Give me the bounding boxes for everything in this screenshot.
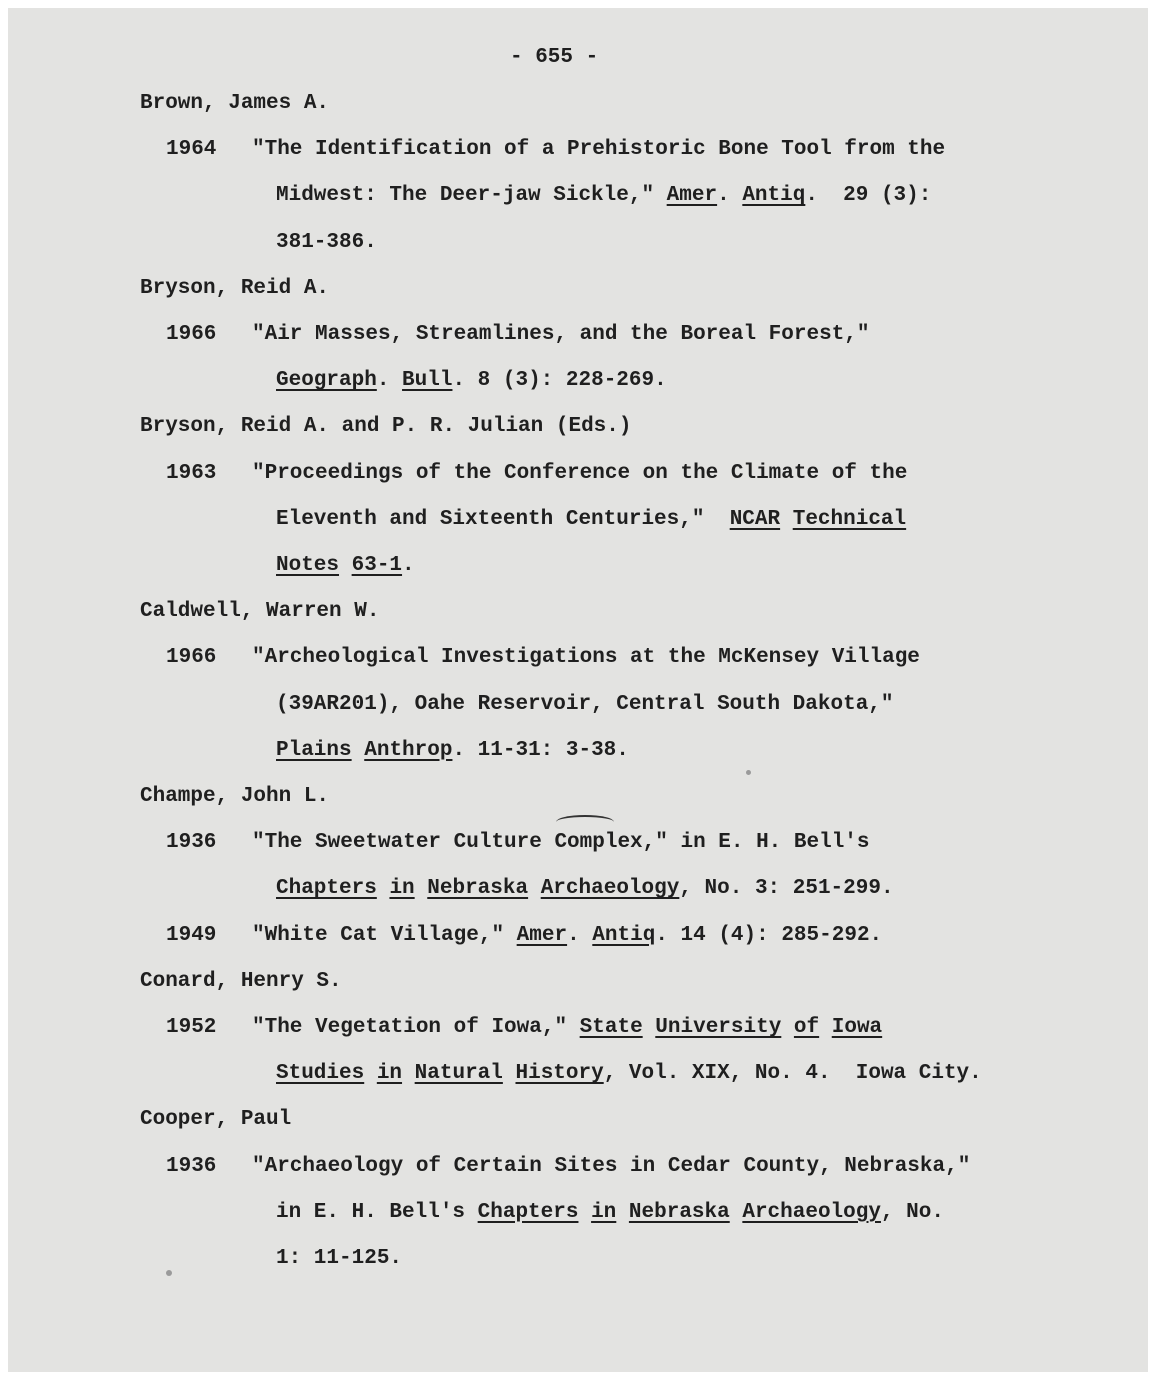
- citation-text: , No. 3: 251-299.: [679, 877, 894, 901]
- underlined-title-text: Bull: [402, 369, 453, 393]
- underlined-title-text: Chapters: [276, 877, 377, 901]
- underlined-title-text: Archaeology: [540, 877, 680, 901]
- citation-text: , Vol. XIX, No. 4. Iowa City.: [603, 1062, 982, 1086]
- citation-text: "Proceedings of the Conference on the Climate of the: [252, 461, 908, 485]
- underlined-title-text: 63-1: [351, 554, 403, 577]
- underlined-title-text: Chapters: [477, 1200, 579, 1224]
- citation-text: [730, 1201, 743, 1224]
- citation-line: [252, 136, 945, 164]
- citation-line: [276, 367, 667, 395]
- citation-text: "White Cat Village,": [252, 923, 517, 947]
- citation-year: 1966: [166, 323, 217, 346]
- underlined-title-text: University: [655, 1016, 782, 1039]
- citation-line: [252, 321, 870, 349]
- citation-text: .: [376, 369, 403, 393]
- citation-text: "The Vegetation of Iowa,": [252, 1016, 580, 1039]
- citation-text: [377, 877, 390, 900]
- citation-year: 1963: [166, 461, 217, 485]
- citation-line: [276, 552, 415, 580]
- author-heading: Champe, John L.: [140, 785, 330, 808]
- scan-speck: [166, 1270, 172, 1276]
- citation-year: 1936: [166, 831, 217, 855]
- citation-text: [616, 1201, 629, 1224]
- author-heading: Bryson, Reid A. and P. R. Julian (Eds.): [140, 415, 632, 439]
- underlined-title-text: Plains: [276, 738, 352, 762]
- author-heading: Cooper, Paul: [140, 1108, 292, 1132]
- citation-line: [252, 644, 920, 672]
- citation-text: .: [567, 923, 593, 947]
- underlined-title-text: Antiq: [592, 923, 656, 947]
- author-heading: Conard, Henry S.: [140, 969, 342, 993]
- underlined-title-text: History: [515, 1062, 604, 1086]
- citation-year: 1949: [166, 923, 217, 947]
- citation-line: [276, 229, 377, 257]
- citation-text: . 8 (3): 228-269.: [452, 369, 667, 393]
- citation-year: 1966: [166, 646, 217, 670]
- underlined-title-text: Natural: [414, 1062, 503, 1086]
- citation-text: [780, 508, 793, 531]
- underlined-title-text: NCAR: [729, 507, 781, 531]
- citation-line: [252, 1014, 882, 1042]
- citation-line: [276, 875, 894, 903]
- underlined-title-text: of: [793, 1016, 820, 1039]
- citation-text: [781, 1016, 794, 1039]
- underlined-title-text: Technical: [792, 507, 907, 531]
- citation-line: [276, 1199, 944, 1227]
- citation-line: [276, 1060, 982, 1088]
- underlined-title-text: in: [389, 877, 415, 901]
- citation-text: . 11-31: 3-38.: [452, 738, 629, 762]
- citation-text: "Archeological Investigations at the McKensey Village: [252, 646, 920, 670]
- underlined-title-text: State: [579, 1016, 643, 1039]
- citation-text: .: [402, 554, 415, 577]
- underlined-title-text: Antiq: [742, 184, 806, 208]
- citation-text: .: [717, 184, 743, 208]
- citation-year: 1936: [166, 1154, 217, 1178]
- pencil-mark: [556, 815, 614, 829]
- citation-line: [276, 737, 629, 765]
- citation-line: [276, 506, 906, 534]
- citation-text: [819, 1016, 832, 1039]
- underlined-title-text: Notes: [276, 554, 340, 577]
- citation-text: Midwest: The Deer-jaw Sickle,": [276, 184, 667, 208]
- underlined-title-text: Archaeology: [742, 1200, 881, 1224]
- page-number: - 655 -: [510, 46, 599, 69]
- citation-line: [276, 1245, 402, 1273]
- author-heading: Bryson, Reid A.: [140, 276, 330, 300]
- citation-text: (39AR201), Oahe Reservoir, Central South Dakota,": [276, 692, 894, 716]
- citation-text: 1: 11-125.: [276, 1247, 403, 1270]
- author-heading: Caldwell, Warren W.: [140, 600, 380, 624]
- citation-text: . 29 (3):: [805, 184, 932, 208]
- citation-text: [415, 877, 428, 900]
- scan-speck: [746, 770, 751, 775]
- citation-line: [252, 1153, 970, 1181]
- citation-text: [402, 1062, 415, 1085]
- underlined-title-text: Anthrop: [364, 738, 453, 762]
- citation-text: [578, 1201, 591, 1224]
- citation-text: "The Identification of a Prehistoric Bone Tool from the: [252, 138, 946, 162]
- citation-text: . 14 (4): 285-292.: [655, 923, 883, 947]
- citation-text: Eleventh and Sixteenth Centuries,": [276, 507, 730, 531]
- underlined-title-text: Amer: [666, 184, 718, 208]
- citation-text: , No.: [880, 1200, 944, 1224]
- citation-text: [503, 1062, 516, 1085]
- citation-text: [339, 554, 352, 577]
- citation-line: [252, 460, 907, 488]
- citation-year: 1952: [166, 1016, 217, 1039]
- citation-year: 1964: [166, 138, 217, 162]
- citation-text: [643, 1016, 656, 1039]
- citation-text: in E. H. Bell's: [276, 1200, 478, 1224]
- citation-text: [528, 877, 541, 900]
- citation-text: "Archaeology of Certain Sites in Cedar County, Nebraska,": [252, 1154, 971, 1178]
- citation-text: 381-386.: [276, 230, 377, 254]
- underlined-title-text: Amer: [516, 923, 568, 947]
- underlined-title-text: Iowa: [831, 1016, 883, 1039]
- underlined-title-text: in: [376, 1062, 403, 1086]
- citation-text: [364, 1062, 377, 1085]
- underlined-title-text: Nebraska: [427, 877, 529, 901]
- citation-text: "Air Masses, Streamlines, and the Boreal Forest,": [252, 323, 870, 346]
- underlined-title-text: Studies: [276, 1062, 365, 1086]
- citation-line: [276, 182, 931, 210]
- citation-text: "The Sweetwater Culture Complex," in E. H. Bell's: [252, 831, 870, 855]
- citation-line: [252, 829, 870, 857]
- underlined-title-text: in: [591, 1200, 617, 1224]
- citation-text: [352, 739, 365, 762]
- citation-line: [252, 922, 882, 950]
- underlined-title-text: Nebraska: [628, 1200, 730, 1224]
- underlined-title-text: Geograph: [276, 369, 377, 393]
- citation-line: [276, 691, 894, 719]
- author-heading: Brown, James A.: [140, 92, 330, 115]
